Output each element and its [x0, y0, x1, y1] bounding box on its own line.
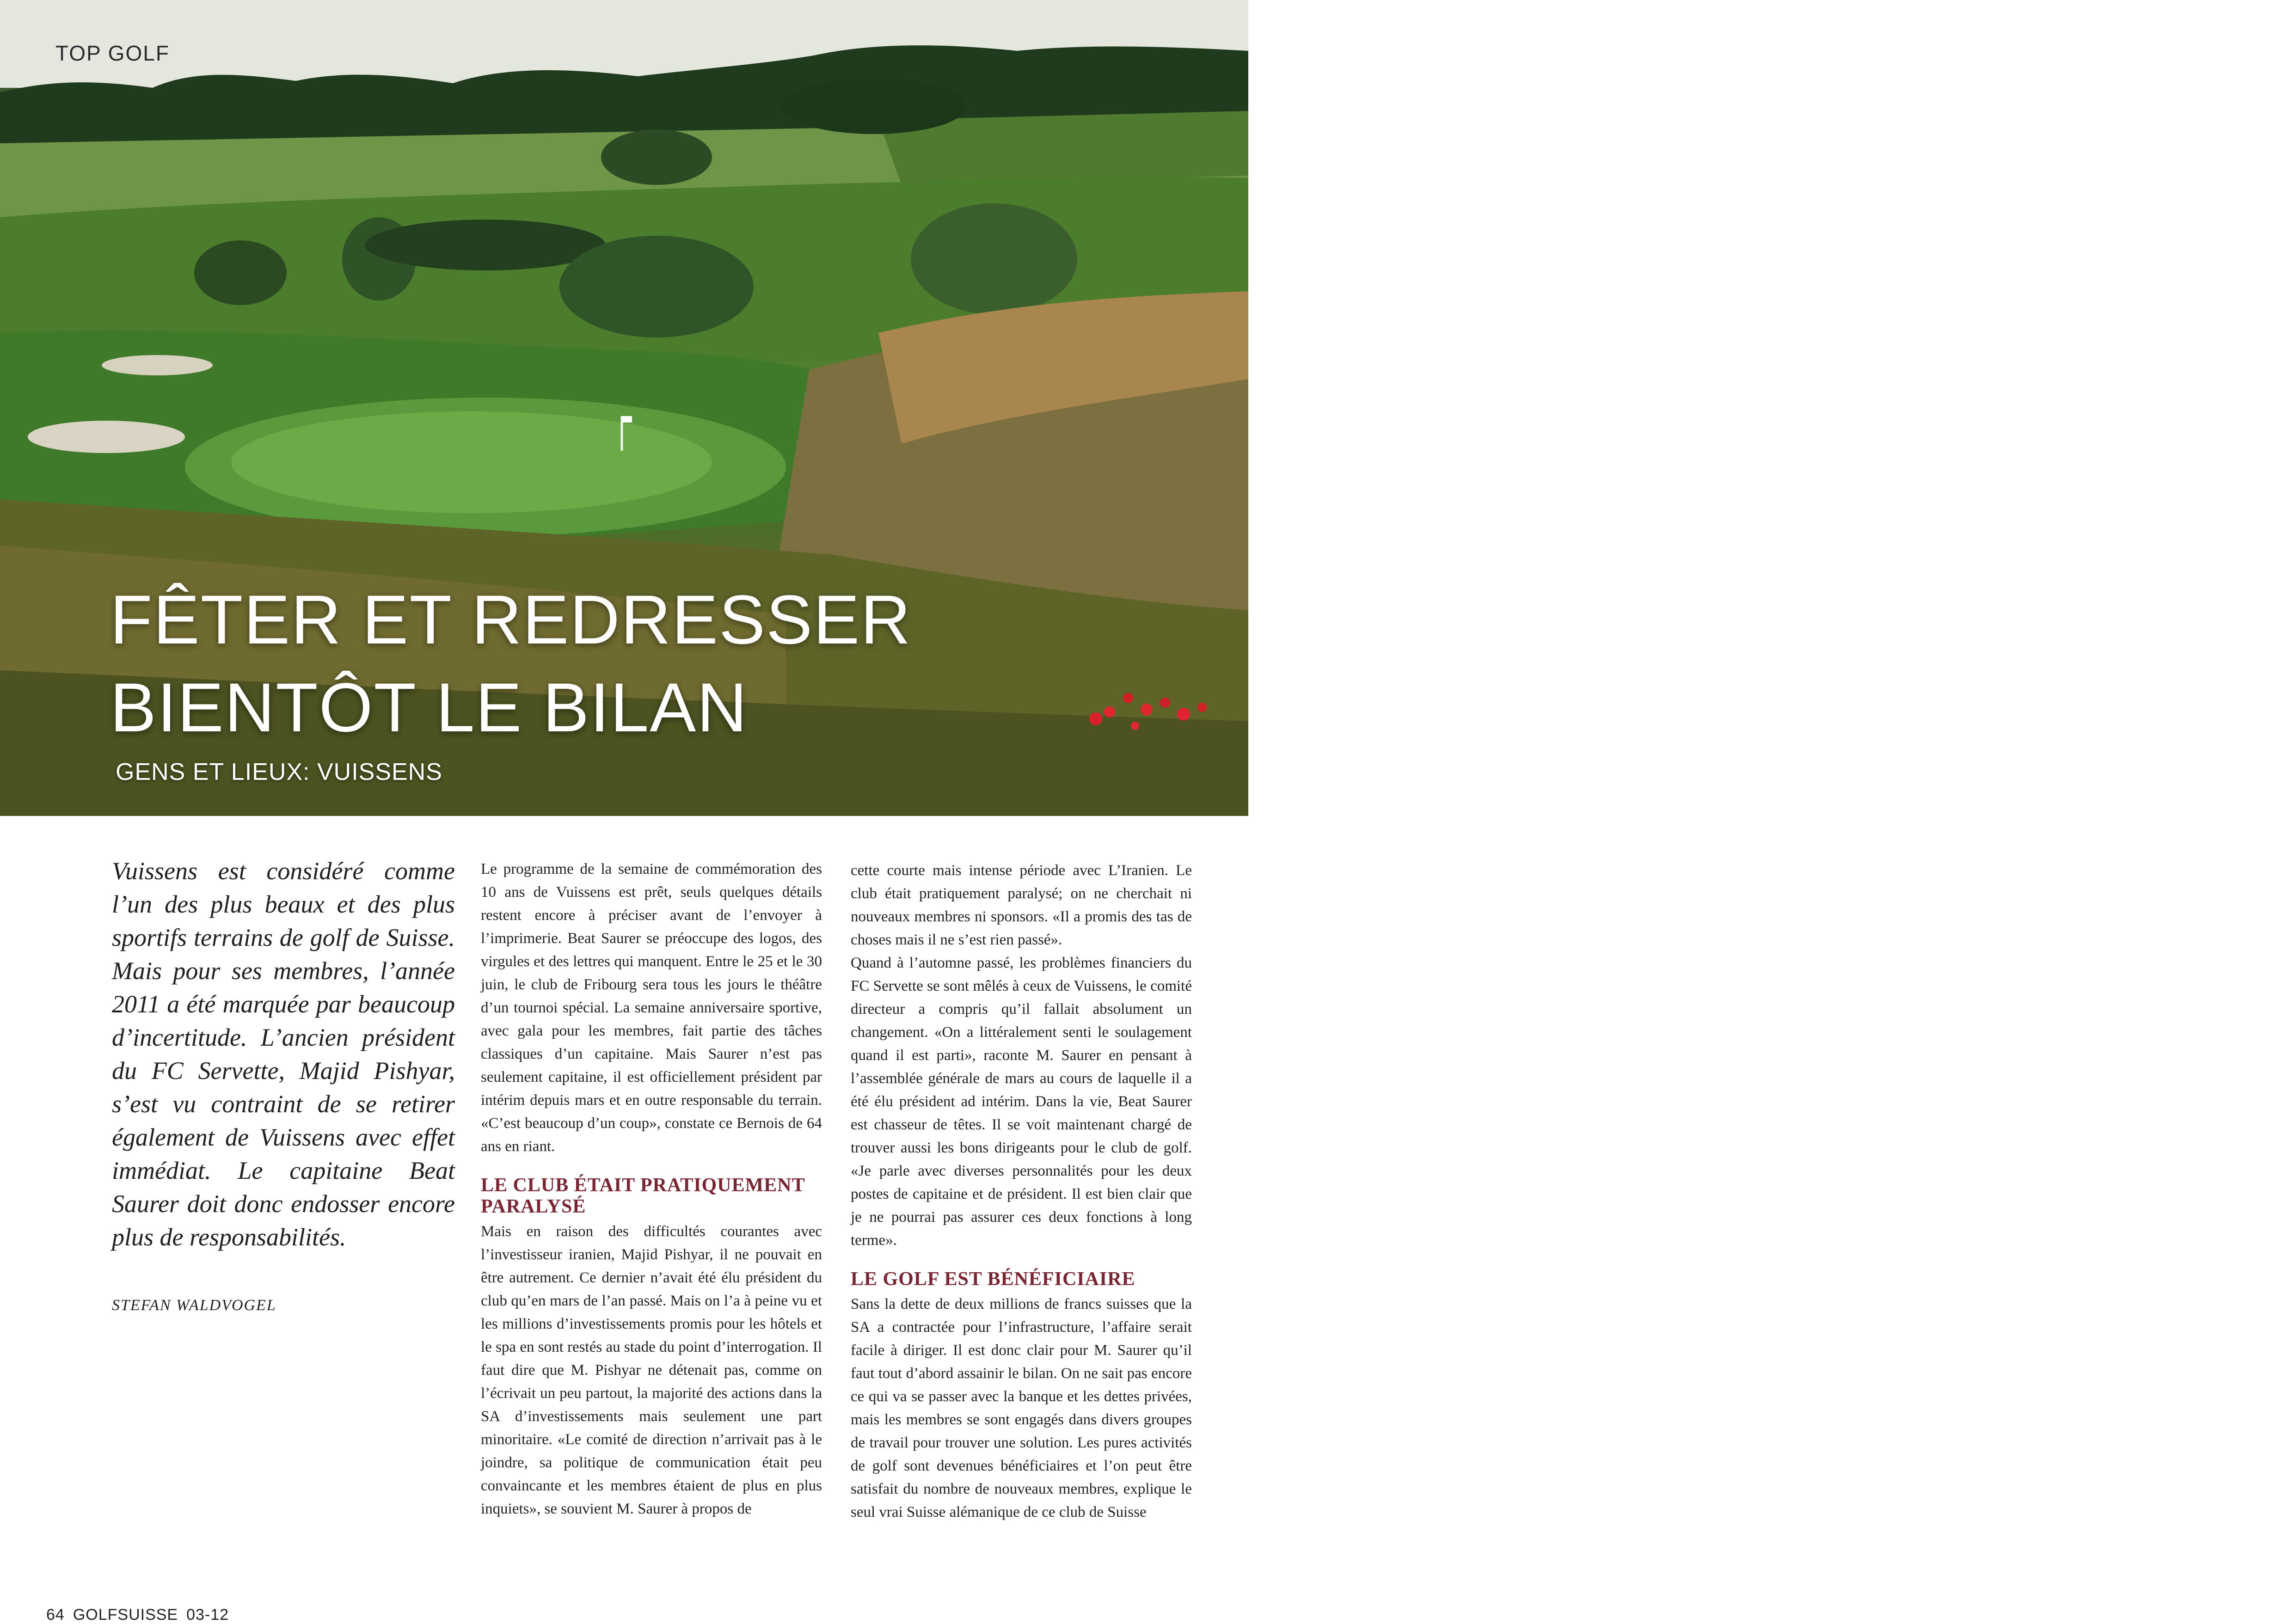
section-label: TOP GOLF	[55, 41, 170, 65]
paragraph: Quand à l’automne passé, les problèmes financiers du FC Servette se sont mêlés à ceux de Vuissens, le comité directeur a compris qu’il fallait absolument un changement. «On a littéralement senti le soulagement quand il est parti», raconte M. Saurer en pensant à l’assemblée générale de mars au cours de laquelle il a été élu président ad intérim. Dans la vie, Beat Saurer est chasseur de têtes. Il se voit maintenant chargé de trouver aussi les bons dirigeants pour le club de golf. «Je parle avec diverses personnalités pour les deux postes de capitaine et de président. Il est bien clair que je ne pourrai pas assurer ces deux fonctions à long terme».	[851, 955, 1192, 1249]
article-headline	[110, 576, 1035, 751]
article-subhead: GENS ET LIEUX: VUISSENS	[116, 759, 442, 785]
paragraph: Mais en raison des difficultés courantes avec l’investisseur iranien, Majid Pishyar, il ne pouvait en être autrement. Ce dernier n’avait été élu président du club qu’en mars de l’an passé. Mais on l’a à peine vu et les millions d’investissements promis pour les hôtels et le spa en sont restés au stade du point d’interrogation. Il faut dire que M. Pishyar ne détenait pas, comme on l’écrivait un peu partout, la majorité des actions dans la SA d’investissements mais seulement une part minoritaire. «Le comité de direction n’arrivait pas à le joindre, sa politique de communication était peu convaincante et les membres étaient de plus en plus inquiets», se souvient M. Saurer à propos de	[481, 1223, 822, 1517]
body-column-1	[481, 858, 822, 1520]
issue-number: 03-12	[186, 1606, 229, 1624]
subheading: LE GOLF EST BÉNÉFICIAIRE	[851, 1269, 1135, 1290]
paragraph: Le programme de la semaine de commémoration des 10 ans de Vuissens est prêt, seuls quelques détails restent encore à préciser avant de l’envoyer à l’imprimerie. Beat Saurer se préoccupe des logos, des virgules et des lettres qui manquent. Entre le 25 et le 30 juin, le club de Fribourg sera tous les jours le théâtre d’un tournoi spécial. La semaine anniversaire sportive, avec gala pour les membres, fait partie des tâches classiques d’un capitaine. Mais Saurer n’est pas seulement capitaine, il est officiellement président par intérim depuis mars et en outre responsable du terrain. «C’est beaucoup d’un coup», constate ce Bernois de 64 ans en riant.	[481, 861, 822, 1155]
headline-line-2: BIENTÔT LE BILAN	[110, 668, 748, 746]
page-number: 64	[46, 1606, 65, 1624]
page-footer	[46, 1606, 237, 1624]
magazine-name: GOLFSUISSE	[73, 1606, 178, 1624]
author-byline: STEFAN WALDVOGEL	[112, 1297, 276, 1314]
subheading: LE CLUB ÉTAIT PRATIQUEMENT PARALYSÉ	[481, 1175, 805, 1217]
paragraph: Sans la dette de deux millions de francs suisses que la SA a contractée pour l’infrastructure, l’affaire serait facile à diriger. Il est donc clair pour M. Saurer qu’il faut tout d’abord assainir le bilan. On ne sait pas encore ce qui va se passer avec la banque et les dettes privées, mais les membres se sont engagés dans divers groupes de travail pour trouver une solution. Les pures activités de golf sont devenues bénéficiaires et l’on peut être satisfait du nombre de nouveaux membres, explique le seul vrai Suisse alémanique de ce club de Suisse	[851, 1296, 1192, 1520]
article-lede: Vuissens est considéré comme l’un des plus beaux et des plus sportifs terrains de golf de Suisse. Mais pour ses membres, l’année 2011 a été marquée par beaucoup d’incertitude. L’ancien président du FC Servette, Majid Pishyar, s’est vu contraint de se retirer également de Vuissens avec effet immédiat. Le capitaine Beat Saurer doit donc endosser encore plus de responsabilités.	[112, 857, 455, 1251]
hero-photo	[0, 0, 1248, 816]
headline-line-1: FÊTER ET REDRESSER	[110, 581, 912, 658]
body-column-2	[851, 859, 1192, 1524]
paragraph: cette courte mais intense période avec L’Iranien. Le club était pratiquement paralysé; on ne cherchait ni nouveaux membres ni sponsors. «Il a promis des tas de choses mais il ne s’est rien passé».	[851, 862, 1192, 948]
